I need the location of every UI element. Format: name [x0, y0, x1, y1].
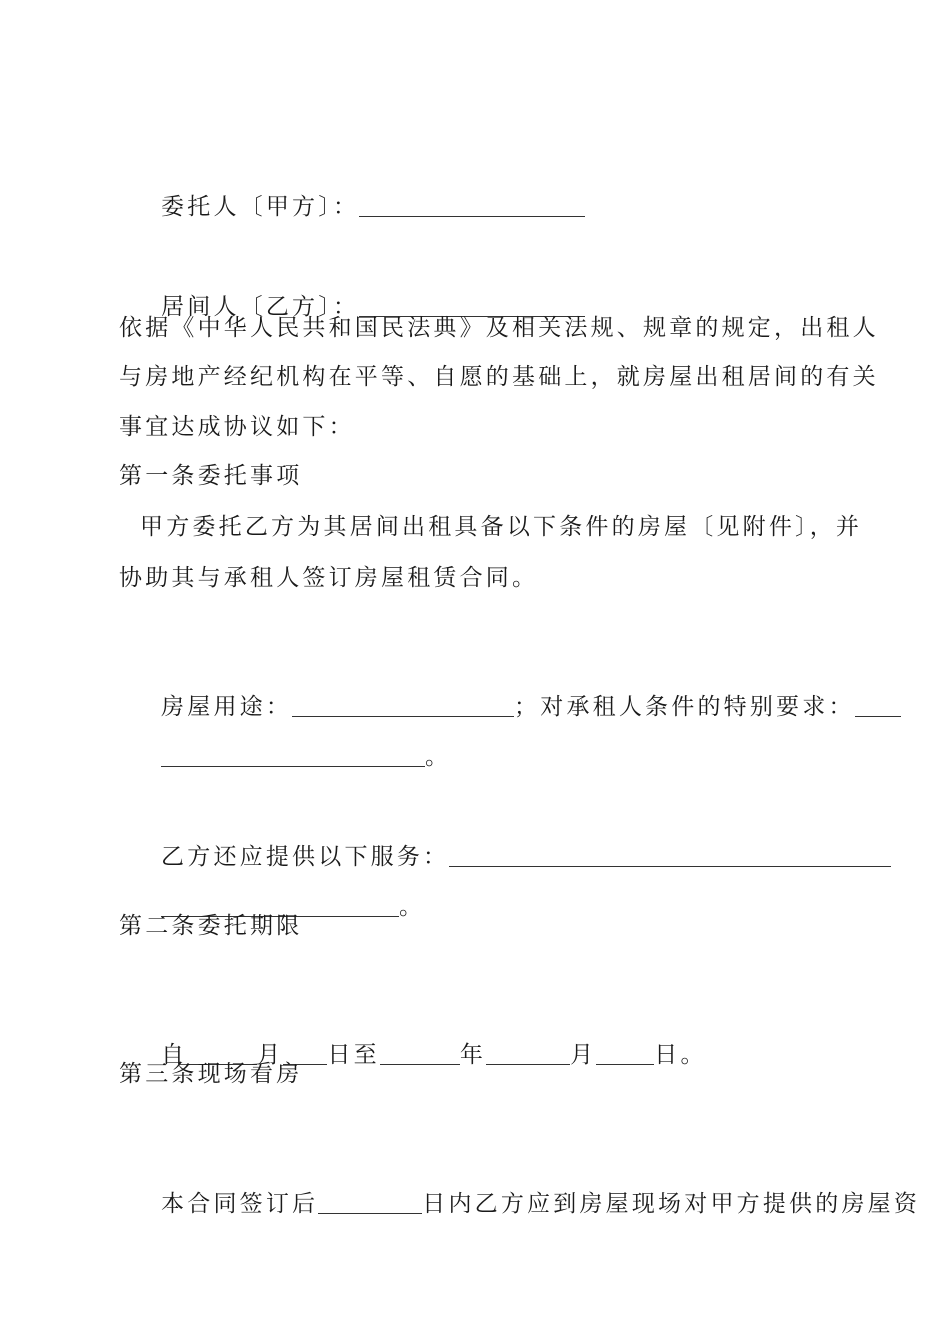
period-month-2: 月	[570, 1042, 597, 1068]
article3-heading: 第三条现场看房	[119, 1061, 303, 1087]
days-blank[interactable]	[318, 1193, 422, 1214]
principal-blank[interactable]	[359, 196, 585, 217]
preamble-line-3: 事宜达成协议如下：	[119, 414, 355, 440]
period-day-end: 日。	[654, 1042, 707, 1068]
usage-label: 房屋用途：	[161, 694, 293, 720]
principal-label: 委托人〔甲方〕：	[161, 194, 360, 220]
period-year: 年	[459, 1042, 487, 1068]
service-period: 。	[399, 894, 426, 920]
requirement-line-2	[119, 712, 831, 802]
article1-heading: 第一条委托事项	[119, 463, 303, 489]
requirement-blank-start[interactable]	[855, 696, 901, 717]
requirement-blank-end[interactable]	[161, 746, 425, 767]
intermediary-label: 居间人〔乙方〕：	[161, 294, 360, 320]
article1-line-2: 协助其与承租人签订房屋租赁合同。	[119, 565, 539, 591]
requirement-label: ；对承租人条件的特别要求：	[514, 694, 855, 720]
period-from: 自	[161, 1042, 188, 1068]
article3-start: 本合同签订后	[161, 1191, 319, 1217]
service-label: 乙方还应提供以下服务：	[161, 844, 450, 870]
article2-heading: 第二条委托期限	[119, 913, 303, 939]
period-month: 月	[257, 1042, 284, 1068]
period-day-to: 日至	[327, 1042, 380, 1068]
preamble-line-1: 依据《中华人民共和国民法典》及相关法规、规章的规定，出租人	[119, 315, 879, 341]
requirement-period: 。	[425, 744, 452, 770]
article3-end: 日内乙方应到房屋现场对甲方提供的房屋资	[422, 1191, 921, 1217]
preamble-line-2: 与房地产经纪机构在平等、自愿的基础上，就房屋出租居间的有关	[119, 364, 879, 390]
principal-line	[119, 162, 831, 252]
article3-line-1	[119, 1159, 921, 1249]
article1-line-1: 甲方委托乙方为其居间出租具备以下条件的房屋〔见附件〕，并	[119, 514, 863, 540]
